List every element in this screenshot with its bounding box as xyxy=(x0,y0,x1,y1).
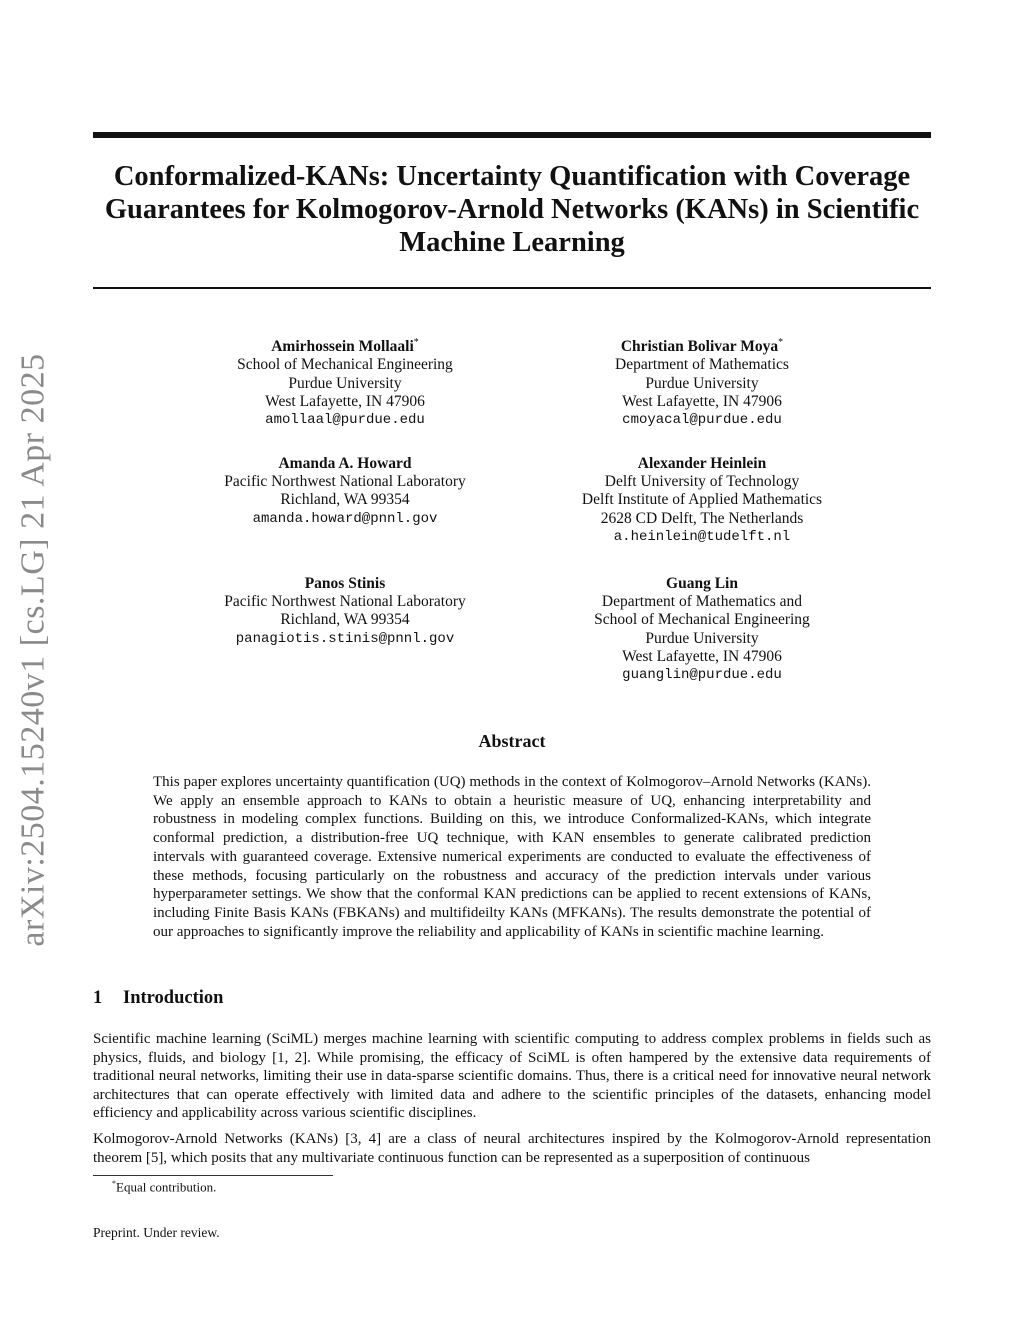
author-affiliation: Purdue University xyxy=(288,374,402,392)
author-affiliation: Delft Institute of Applied Mathematics xyxy=(581,491,823,509)
arxiv-identifier-stamp xyxy=(8,355,60,945)
author-affiliation: West Lafayette, IN 47906 xyxy=(265,392,425,410)
author-email[interactable]: amollaal@purdue.edu xyxy=(265,411,425,428)
author-affiliation: Department of Mathematics xyxy=(615,356,789,374)
author-affiliation: Department of Mathematics and xyxy=(601,593,803,611)
author-affiliation: West Lafayette, IN 47906 xyxy=(622,392,782,410)
author-email[interactable]: guanglin@purdue.edu xyxy=(622,667,782,684)
author-name: Amirhossein Mollaali* xyxy=(271,337,419,356)
author-affiliation: 2628 CD Delft, The Netherlands xyxy=(600,509,804,527)
abstract-heading: Abstract xyxy=(478,731,546,751)
author-affiliation: Purdue University xyxy=(645,374,759,392)
title-line: Machine Learning xyxy=(399,227,625,258)
author-block xyxy=(175,455,515,528)
author-footnote-mark: * xyxy=(778,337,784,348)
author-name: Panos Stinis xyxy=(304,575,386,592)
author-affiliation: Pacific Northwest National Laboratory xyxy=(224,473,466,491)
author-affiliation: School of Mechanical Engineering xyxy=(237,356,453,374)
author-affiliation: Richland, WA 99354 xyxy=(280,491,410,509)
author-block xyxy=(532,575,872,684)
title-line: Guarantees for Kolmogorov-Arnold Networks (KANs) in Scientific xyxy=(104,194,920,225)
author-footnote-mark: * xyxy=(413,337,419,348)
section-number: 1 xyxy=(93,988,103,1008)
author-email[interactable]: amanda.howard@pnnl.gov xyxy=(252,510,438,527)
author-email[interactable]: a.heinlein@tudelft.nl xyxy=(613,528,791,545)
title-line: Conformalized-KANs: Uncertainty Quantification with Coverage xyxy=(113,161,911,192)
author-affiliation: School of Mechanical Engineering xyxy=(594,611,810,629)
section-title: Introduction xyxy=(123,988,224,1008)
author-name: Christian Bolivar Moya* xyxy=(620,337,784,356)
body-paragraph: Kolmogorov-Arnold Networks (KANs) [3, 4] are a class of neural architectures inspired by the Kolmogorov-Arnold representation theorem [5], which posits that any multivariate continuous function can be represented as a superposition of continuous xyxy=(93,1131,931,1166)
footnote-rule xyxy=(93,1175,333,1176)
author-affiliation: Richland, WA 99354 xyxy=(280,611,410,629)
arxiv-identifier-text: arXiv:2504.15240v1 [cs.LG] 21 Apr 2025 xyxy=(15,353,52,947)
abstract-body: This paper explores uncertainty quantification (UQ) methods in the context of Kolmogorov–Arnold Networks (KANs). We apply an ensemble approach to KANs to obtain a heuristic measure of UQ, enhancing interpretability and robustness in modeling complex functions. Building on this, we introduce Conformalized-KANs, which integrate conformal prediction, a distribution-free UQ technique, with KAN ensembles to generate calibrated prediction intervals with guaranteed coverage. Extensive numerical experiments are conducted to evaluate the effectiveness of these methods, focusing particularly on the robustness and accuracy of the prediction intervals under various hyperparameter settings. We show that the conformal KAN predictions can be applied to recent extensions of KANs, including Finite Basis KANs (FBKANs) and multifideilty KANs (MFKANs). The results demonstrate the potential of our approaches to significantly improve the reliability and applicability of KANs in scientific machine learning. xyxy=(153,774,871,940)
author-affiliation: Pacific Northwest National Laboratory xyxy=(224,593,466,611)
footnote xyxy=(112,1179,216,1195)
body-paragraph: Scientific machine learning (SciML) merges machine learning with scientific computing to address complex problems in fields such as physics, fluids, and biology [1, 2]. While promising, the efficacy of SciML is often hampered by the extensive data requirements of traditional neural networks, limiting their use in data-sparse scientific domains. Thus, there is a critical need for innovative neural network architectures that can operate effectively with limited data and adhere to the scientific principles of the datasets, enhancing model efficiency and applicability across various scientific disciplines. xyxy=(93,1031,931,1122)
author-name: Amanda A. Howard xyxy=(278,455,412,472)
author-block xyxy=(175,334,515,429)
footnote-mark: * xyxy=(112,1179,116,1188)
preprint-note: Preprint. Under review. xyxy=(93,1225,220,1240)
author-email[interactable]: cmoyacal@purdue.edu xyxy=(622,411,782,428)
author-affiliation: Purdue University xyxy=(645,629,759,647)
author-block xyxy=(532,334,872,429)
author-name: Guang Lin xyxy=(666,575,738,592)
author-block xyxy=(532,455,872,546)
footnote-text: Equal contribution. xyxy=(116,1179,217,1195)
paper-title xyxy=(93,160,931,259)
title-bottom-rule xyxy=(93,287,931,289)
author-email[interactable]: panagiotis.stinis@pnnl.gov xyxy=(235,630,455,647)
title-top-rule xyxy=(93,132,931,138)
author-affiliation: Delft University of Technology xyxy=(604,473,800,491)
author-affiliation: West Lafayette, IN 47906 xyxy=(622,647,782,665)
section-heading-introduction xyxy=(93,988,223,1009)
author-name: Alexander Heinlein xyxy=(637,455,767,472)
author-block xyxy=(175,575,515,648)
